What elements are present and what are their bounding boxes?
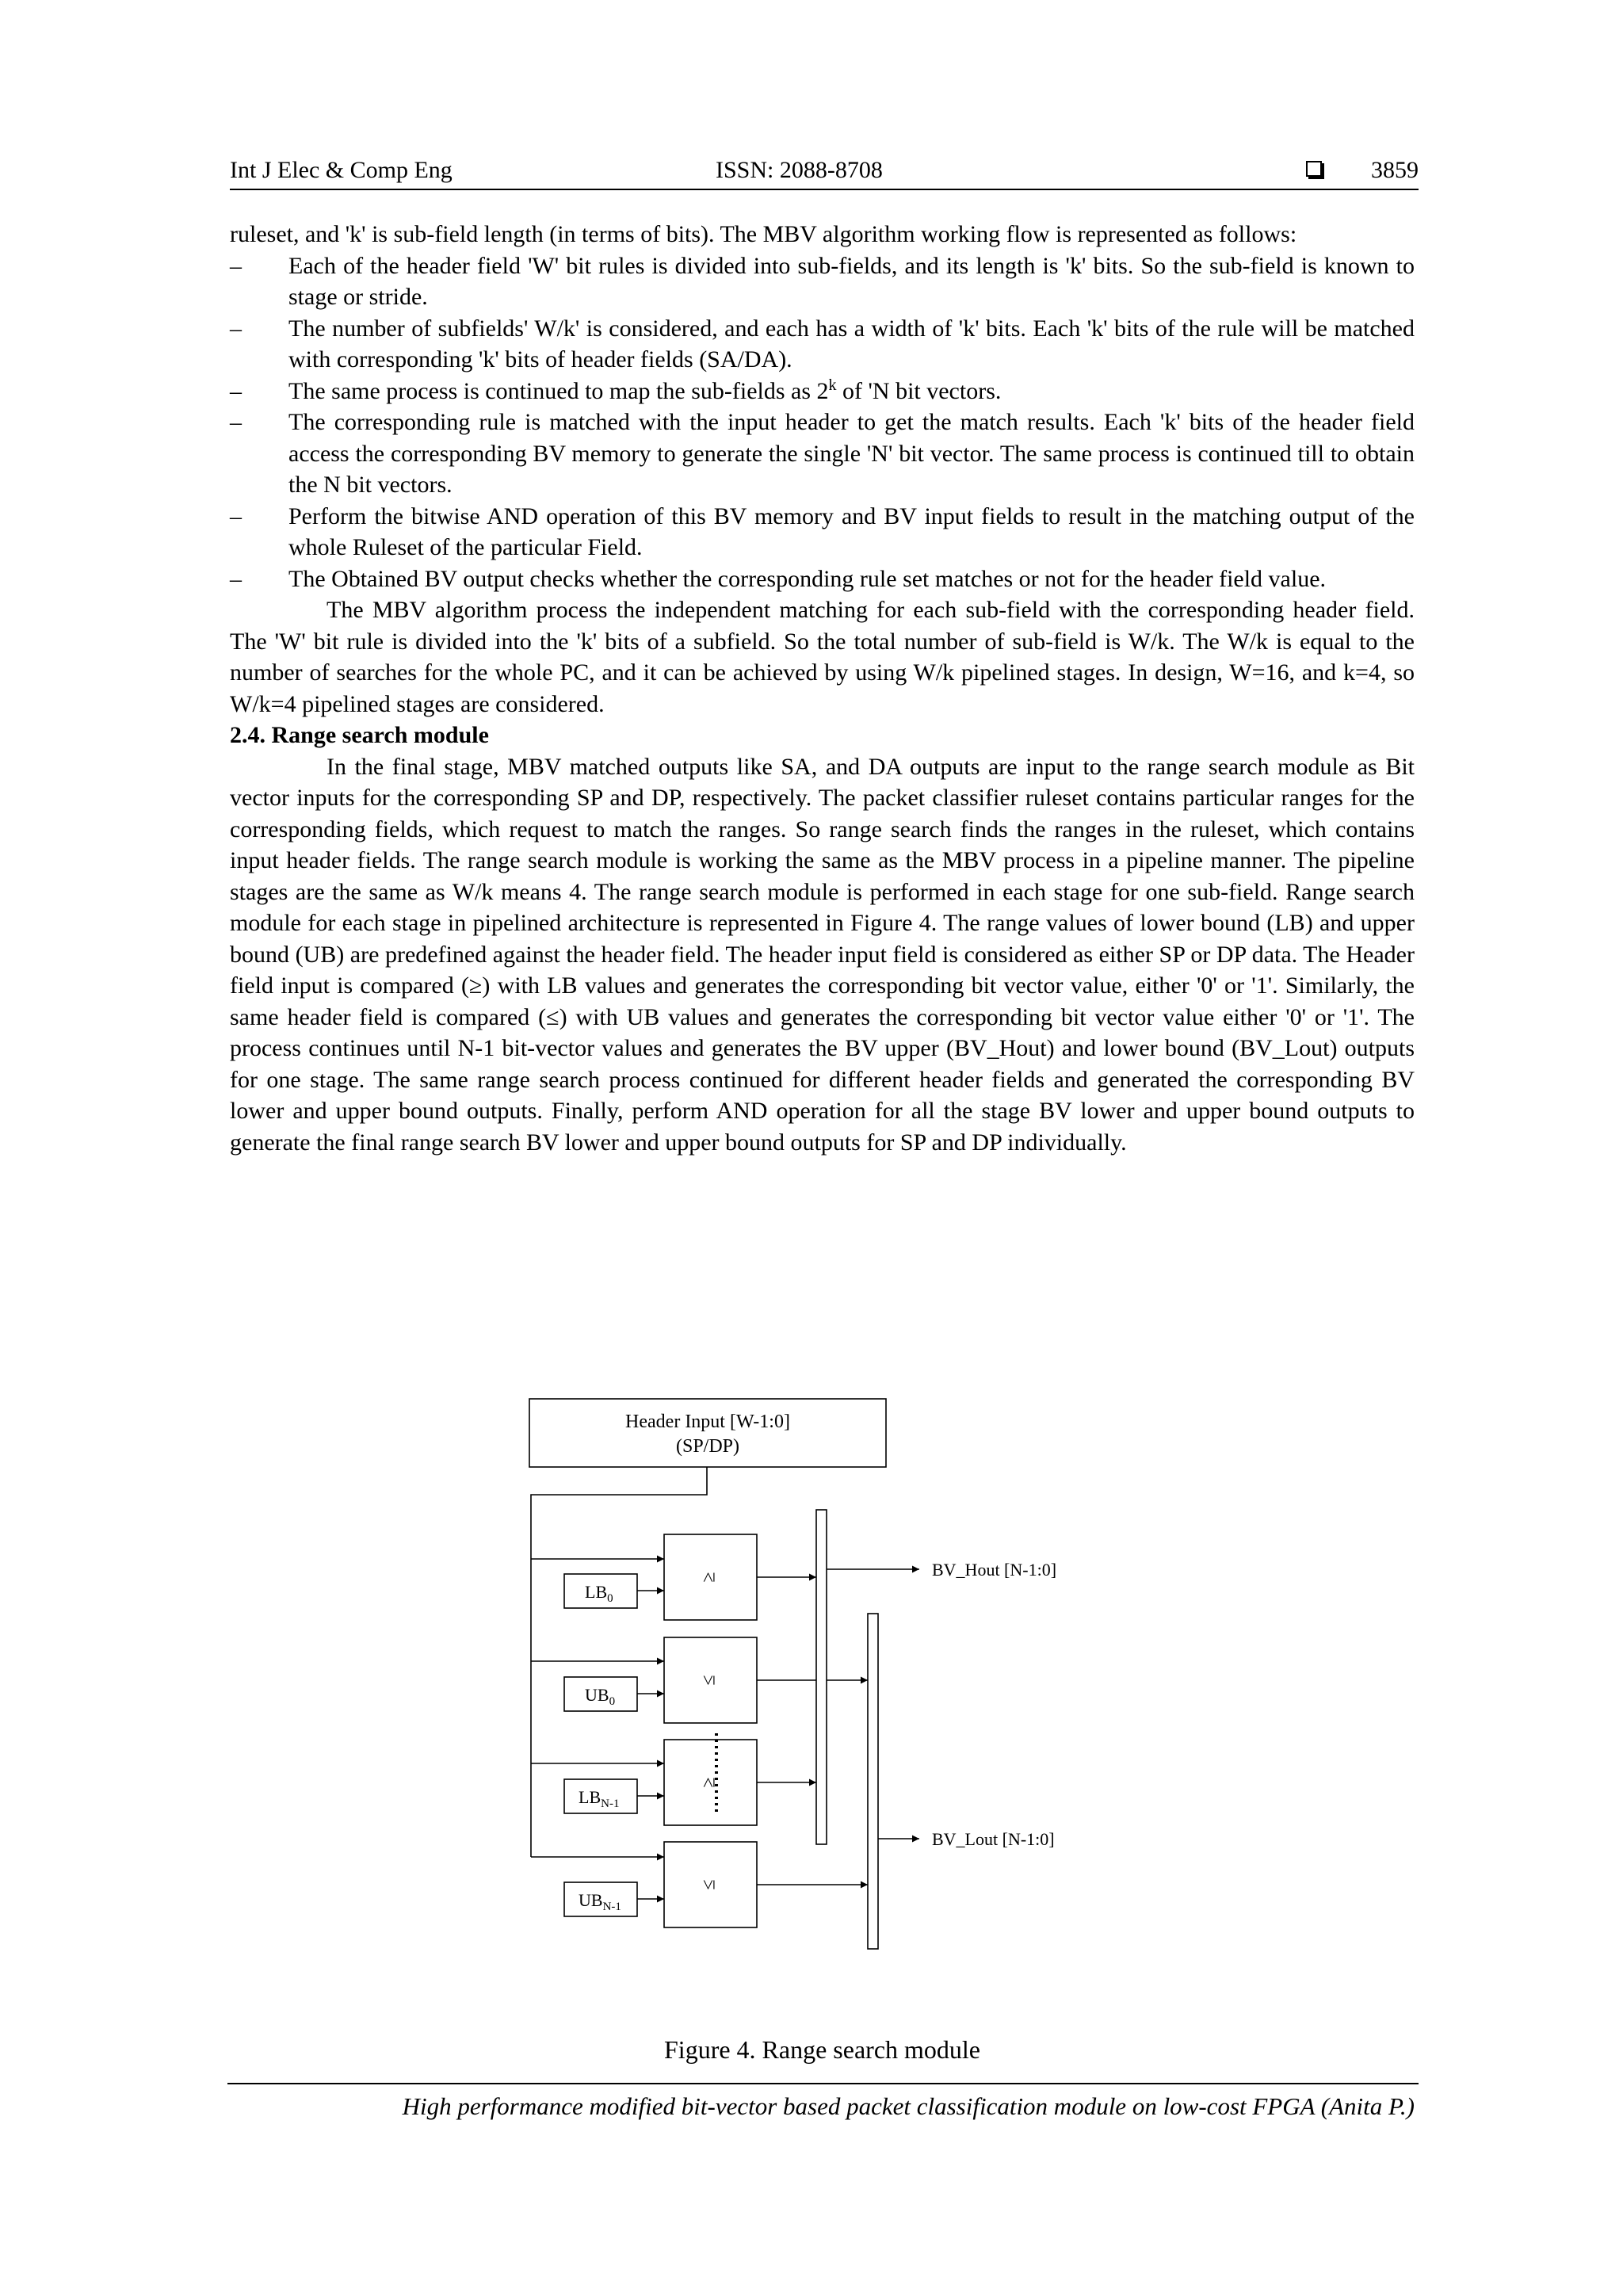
journal-name: Int J Elec & Comp Eng bbox=[230, 157, 453, 183]
dash-marker: – bbox=[230, 565, 242, 592]
intro-paragraph: ruleset, and 'k' is sub-field length (in terms of bits). The MBV algorithm working flow is represented as follows: bbox=[230, 221, 1297, 247]
bv-lout-label: BV_Lout [N-1:0] bbox=[932, 1829, 1055, 1849]
le-symbol: ≤ bbox=[698, 1675, 720, 1686]
page-number: 3859 bbox=[1371, 157, 1419, 183]
dash-marker: – bbox=[230, 502, 242, 529]
header-rule bbox=[230, 189, 1419, 190]
list-item: – The corresponding rule is matched with the input header to get the match results. Each 'k' bits of the header field access the corresponding BV memory to generate the single 'N' bit vector. The same process is continued till to obtain the N bit vectors. bbox=[230, 407, 1415, 501]
issn: ISSN: 2088-8708 bbox=[716, 157, 883, 183]
list-item: – The number of subfields' W/k' is considered, and each has a width of 'k' bits. Each 'k' bits of the rule will be matched with corresponding 'k' bits of header fields (SA/DA). bbox=[230, 313, 1415, 376]
dash-marker: – bbox=[230, 377, 242, 404]
ge-symbol: ≥ bbox=[698, 1777, 720, 1788]
range-search-diagram bbox=[491, 1379, 1141, 1997]
body-text bbox=[230, 219, 1415, 1158]
bv-lout-bus bbox=[868, 1614, 878, 1949]
list-item: – The same process is continued to map the sub-fields as 2$^k$ of 'N bit vectors. bbox=[230, 376, 1415, 407]
lb0-label: $LB_0$ bbox=[585, 1582, 613, 1605]
lbn-label: $LB_{N-1}$ bbox=[579, 1787, 620, 1810]
range-search-figure bbox=[491, 1379, 1141, 1997]
dash-marker: – bbox=[230, 315, 242, 342]
ub0-label: $UB_0$ bbox=[585, 1685, 616, 1708]
dash-marker: – bbox=[230, 252, 242, 279]
dash-marker: – bbox=[230, 409, 242, 435]
header-input-label: Header Input [W-1:0] bbox=[625, 1412, 790, 1432]
range-search-paragraph: In the final stage, MBV matched outputs like SA, and DA outputs are input to the range search module as Bit vector inputs for the corresponding SP and DP, respectively. The packet classifier ruleset contains particular ranges for the corresponding fields, which request to match the ranges. So range search finds the ranges in the ruleset, which contains input header fields. The range search module is working the same as the MBV process in a pipeline manner. The pipeline stages are the same as W/k means 4. The range search module is performed in each stage for one sub-field. Range search module for each stage in pipelined architecture is represented in Figure 4. The range values of lower bound (LB) and upper bound (UB) are predefined against the header field. The header input field is considered as either SP or DP data. The Header field input is compared (≥) with LB values and generates the corresponding bit vector value, either '0' or '1'. Similarly, the same header field is compared (≤) with UB values and generates the corresponding bit vector value either '0' or '1'. The process continues until N-1 bit-vector values and generates the BV upper (BV_Hout) and lower bound (BV_Lout) outputs for one stage. The same range search process continued for different header fields and generated the corresponding BV lower and upper bound outputs. Finally, perform AND operation for all the stage BV lower and upper bound outputs to generate the final range search BV lower and upper bound outputs for SP and DP individually. bbox=[230, 753, 1415, 1156]
bv-hout-bus bbox=[816, 1510, 827, 1844]
list-item: – Each of the header field 'W' bit rules is divided into sub-fields, and its length is 'k' bits. So the sub-field is known to stage or stride. bbox=[230, 250, 1415, 313]
list-item: – The Obtained BV output checks whether the corresponding rule set matches or not for the header field value. bbox=[230, 563, 1415, 595]
header-input-sublabel: (SP/DP) bbox=[675, 1436, 740, 1457]
workflow-list bbox=[230, 250, 1415, 595]
mbv-paragraph: The MBV algorithm process the independent matching for each sub-field with the corresponding header field. The 'W' bit rule is divided into the 'k' bits of a subfield. So the total number of sub-field is W/k. The W/k is equal to the number of searches for the whole PC, and it can be achieved by using W/k pipelined stages. In design, W=16, and k=4, so W/k=4 pipelined stages are considered. bbox=[230, 597, 1415, 717]
list-item: – Perform the bitwise AND operation of this BV memory and BV input fields to result in the matching output of the whole Ruleset of the particular Field. bbox=[230, 501, 1415, 563]
ubn-label: $UB_{N-1}$ bbox=[579, 1890, 621, 1913]
figure-caption: Figure 4. Range search module bbox=[664, 2035, 980, 2064]
ge-symbol: ≥ bbox=[698, 1572, 720, 1583]
bv-hout-label: BV_Hout [N-1:0] bbox=[932, 1560, 1057, 1580]
footer-rule bbox=[227, 2083, 1419, 2084]
header-input-box bbox=[529, 1399, 886, 1467]
running-header bbox=[230, 153, 1419, 188]
square-bullet-icon bbox=[1306, 161, 1322, 177]
running-footer: High performance modified bit-vector based packet classification module on low-cost FPGA (Anita P.) bbox=[402, 2092, 1415, 2120]
le-symbol: ≤ bbox=[698, 1879, 720, 1890]
section-heading: 2.4. Range search module bbox=[230, 722, 489, 748]
